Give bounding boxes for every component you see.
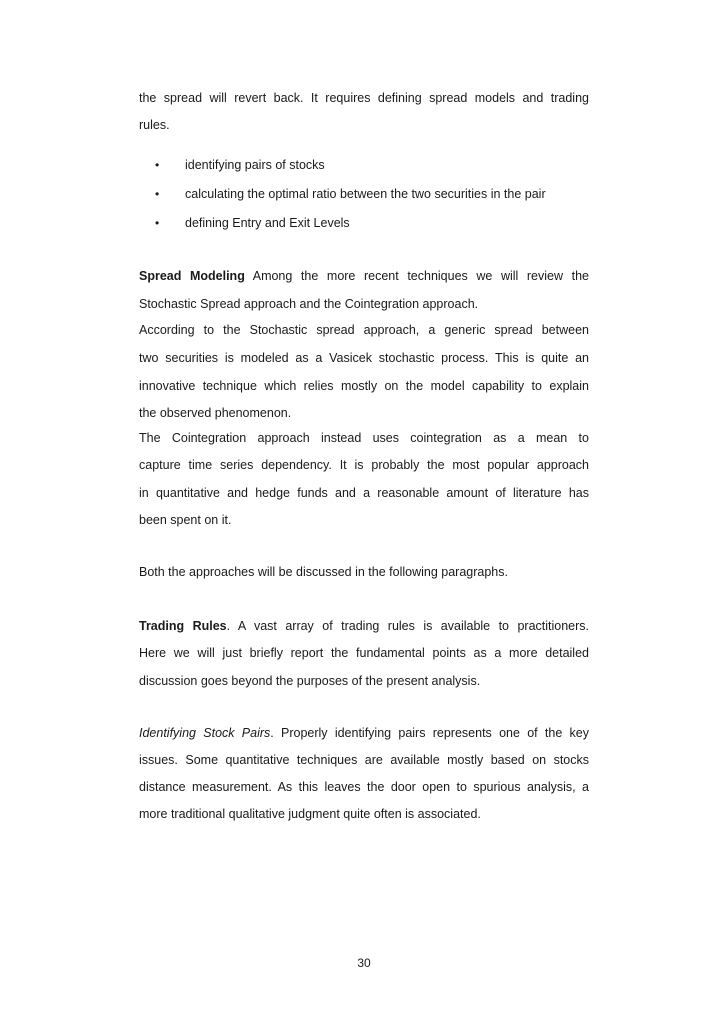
trading-rules-line-2: Here we will just briefly report the fundamental points as a more detailed (139, 646, 589, 660)
identifying-pairs-line-2: issues. Some quantitative techniques are available mostly based on stocks (139, 753, 589, 767)
spread-modeling-line-3: According to the Stochastic spread approach, a generic spread between (139, 323, 589, 337)
intro-line-2: rules. (139, 118, 170, 132)
identifying-pairs-line-3: distance measurement. As this leaves the door open to spurious analysis, a (139, 780, 589, 794)
spread-modeling-line-8: capture time series dependency. It is probably the most popular approach (139, 458, 589, 472)
bullet-item-optimal-ratio: calculating the optimal ratio between the two securities in the pair (185, 187, 546, 201)
identifying-pairs-line-1 (139, 725, 589, 741)
trading-rules-heading: Trading Rules (139, 619, 227, 633)
both-approaches-paragraph: Both the approaches will be discussed in the following paragraphs. (139, 565, 508, 579)
spread-modeling-line-1 (139, 268, 589, 284)
spread-modeling-line-10: been spent on it. (139, 513, 232, 527)
trading-rules-line-1 (139, 618, 589, 634)
trading-rules-line-1-text: . A vast array of trading rules is available to practitioners. (226, 619, 590, 633)
spread-modeling-line-2: Stochastic Spread approach and the Cointegration approach. (139, 297, 479, 311)
identifying-pairs-heading: Identifying Stock Pairs (139, 726, 271, 740)
spread-modeling-heading: Spread Modeling (139, 269, 245, 283)
bullet-icon: • (155, 158, 160, 172)
intro-line-1: the spread will revert back. It requires defining spread models and trading (139, 91, 589, 105)
spread-modeling-line-4: two securities is modeled as a Vasicek stochastic process. This is quite an (139, 351, 589, 365)
bullet-icon: • (155, 187, 160, 201)
identifying-pairs-line-1-text: . Properly identifying pairs represents one of the key (270, 726, 589, 740)
bullet-icon: • (155, 216, 160, 230)
identifying-pairs-line-4: more traditional qualitative judgment quite often is associated. (139, 807, 481, 821)
page-number: 30 (357, 956, 371, 970)
spread-modeling-line-7: The Cointegration approach instead uses cointegration as a mean to (139, 431, 589, 445)
spread-modeling-line-1-text: Among the more recent techniques we will review the (244, 269, 589, 283)
bullet-item-identifying-pairs: identifying pairs of stocks (185, 158, 325, 172)
bullet-item-entry-exit: defining Entry and Exit Levels (185, 216, 350, 230)
spread-modeling-line-6: the observed phenomenon. (139, 406, 292, 420)
trading-rules-line-3: discussion goes beyond the purposes of the present analysis. (139, 674, 481, 688)
spread-modeling-line-5: innovative technique which relies mostly on the model capability to explain (139, 379, 589, 393)
spread-modeling-line-9: in quantitative and hedge funds and a reasonable amount of literature has (139, 486, 589, 500)
